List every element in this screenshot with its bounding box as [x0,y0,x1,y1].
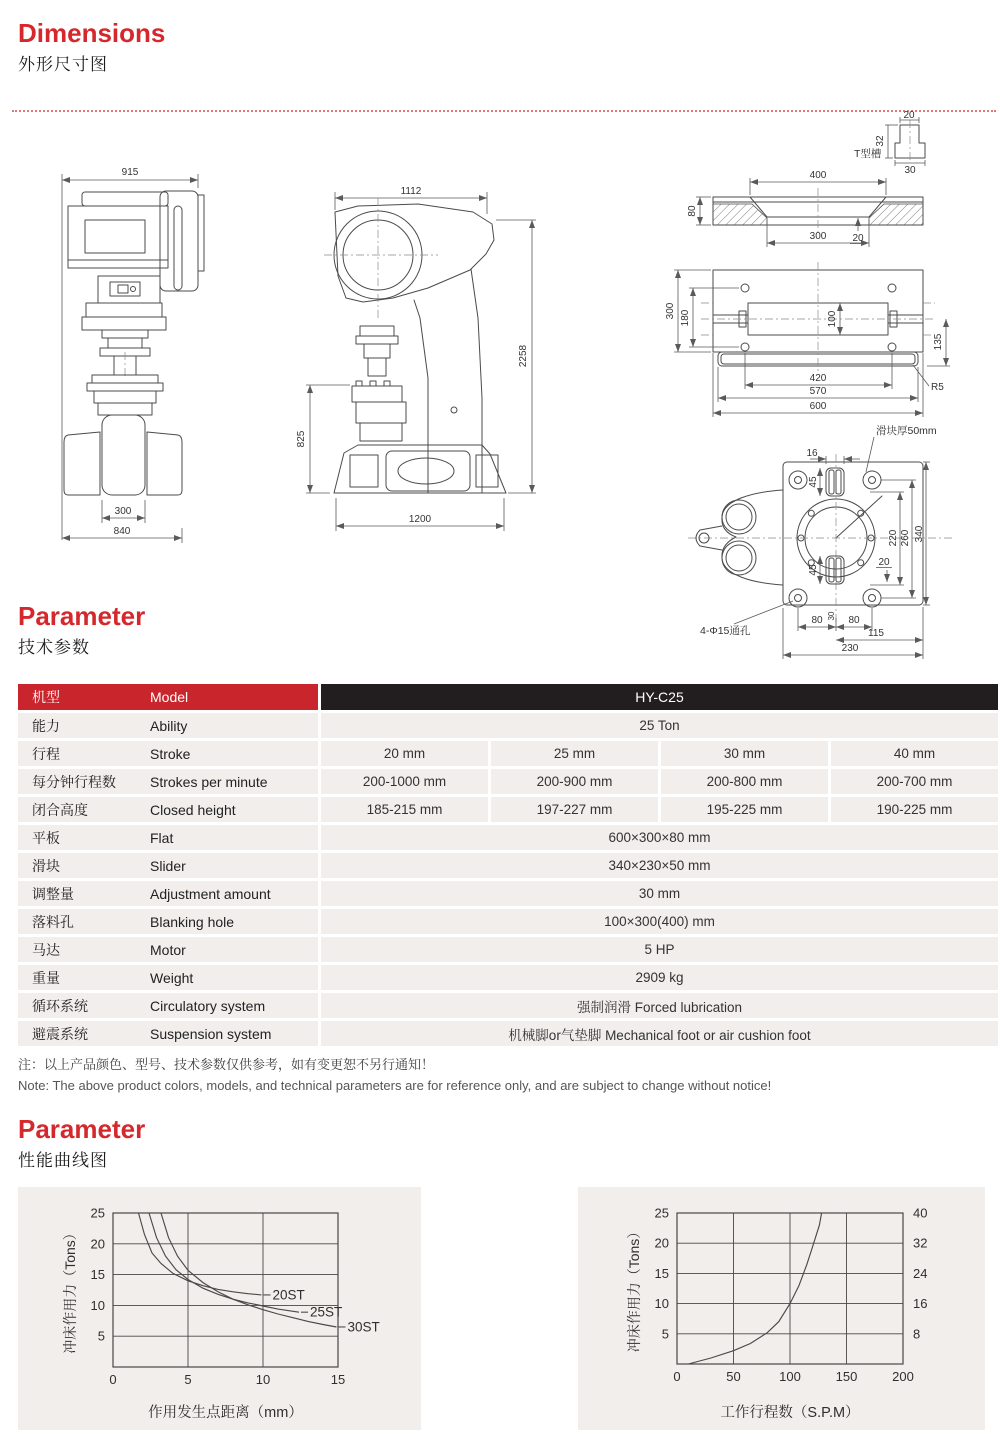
header-label-en: Model [150,689,189,705]
row-labels [18,993,318,1018]
row-label-en: Weight [150,969,194,986]
x-tick: 0 [673,1369,681,1384]
row-label-en: Circulatory system [150,997,266,1014]
dim-300b: 300 [809,231,827,242]
row-label-en: Strokes per minute [150,773,268,790]
spec-table-row [18,937,998,962]
row-label-cn: 闭合高度 [32,801,88,818]
row-value-cell: 200-800 mm [661,769,828,794]
row-value-cell: 强制润滑 Forced lubrication [321,993,998,1018]
row-label-cn: 每分钟行程数 [32,773,116,790]
row-value-cell: 5 HP [321,937,998,962]
dim-230: 230 [841,643,859,654]
dim-16: 16 [806,448,818,459]
front-view-drawing [30,148,260,558]
x-tick: 15 [330,1372,346,1387]
curve-20ST [139,1213,262,1295]
row-values [321,797,998,822]
row-label-en: Ability [150,717,188,734]
x-tick: 200 [892,1369,914,1384]
y2-tick: 8 [913,1326,921,1342]
spec-table-row [18,965,998,990]
dim-80a: 80 [811,615,823,626]
row-value-cell: 100×300(400) mm [321,909,998,934]
curves-title: Parameter [18,1114,146,1144]
spec-table-header-labels [18,684,318,710]
dim-840: 840 [113,526,131,537]
row-value-cell: 197-227 mm [491,797,658,822]
row-value-cell: 20 mm [321,741,488,766]
dim-135: 135 [933,333,944,351]
row-label-cn: 落料孔 [32,913,74,930]
chart-svg-right [578,1187,985,1430]
row-values [321,769,998,794]
dim-30s: 30 [827,611,836,621]
row-label-cn: 避震系统 [32,1025,88,1042]
curves-heading [18,1116,145,1171]
row-values [321,741,998,766]
row-value-cell: 340×230×50 mm [321,853,998,878]
chart-svg-left [18,1187,421,1430]
t-slot-drawing [852,110,1000,174]
dim-220: 220 [888,529,899,547]
row-label-en: Stroke [150,745,191,762]
y2-tick: 24 [913,1265,928,1281]
slider-plan-drawing [660,418,1000,670]
row-value-cell: 40 mm [831,741,998,766]
row-label-en: Blanking hole [150,913,235,930]
spec-table-row [18,881,998,906]
dim-45a: 45 [808,476,819,488]
x-tick: 10 [255,1372,271,1387]
t-slot-label: T型槽 [854,148,882,160]
spec-table-row [18,797,998,822]
dim-2258: 2258 [518,344,529,368]
row-value-cell: 2909 kg [321,965,998,990]
row-value-cell: 机械脚or气垫脚 Mechanical foot or air cushion foot [321,1021,998,1046]
row-labels [18,881,318,906]
spec-table [18,684,998,1049]
spec-table-header-values [321,684,998,710]
dim-300p: 300 [665,302,676,320]
note-block [18,1055,771,1097]
row-labels [18,797,318,822]
row-labels [18,741,318,766]
spec-table-row [18,853,998,878]
model-value: HY-C25 [321,684,998,710]
row-value-cell: 30 mm [321,881,998,906]
dim-400: 400 [809,170,827,181]
y-tick: 5 [661,1326,669,1342]
row-values [321,881,998,906]
spec-table-row [18,1021,998,1046]
y2-tick: 16 [913,1296,928,1312]
dim-600: 600 [809,401,827,412]
dim-80: 80 [687,205,698,217]
x-tick: 50 [726,1369,741,1384]
row-labels [18,769,318,794]
row-value-cell: 200-1000 mm [321,769,488,794]
spec-table-row [18,741,998,766]
x-tick: 5 [184,1372,192,1387]
parameter-title: Parameter [18,601,146,631]
dim-20step: 20 [852,233,864,244]
row-values [321,965,998,990]
dimensions-title: Dimensions [18,18,166,48]
row-labels [18,1021,318,1046]
parameter-heading [18,603,145,658]
dim-115: 115 [868,628,884,639]
y-tick: 15 [654,1265,669,1281]
row-label-cn: 滑块 [32,857,60,874]
row-label-cn: 循环系统 [32,997,88,1014]
y2-tick: 32 [913,1235,928,1251]
row-value-cell: 190-225 mm [831,797,998,822]
row-label-en: Closed height [150,801,236,818]
side-view-drawing [268,148,558,558]
row-values [321,853,998,878]
dim-420: 420 [809,373,827,384]
dimensions-heading [18,20,165,75]
chart-panel-right [578,1187,985,1430]
dotted-divider [12,110,996,112]
dim-20s: 20 [878,557,890,568]
spec-table-row [18,769,998,794]
spec-table-row [18,909,998,934]
header-label-cn: 机型 [32,689,60,705]
row-value-cell: 200-900 mm [491,769,658,794]
curve-label: 20ST [272,1287,305,1303]
row-label-cn: 平板 [32,829,60,846]
dimensions-subtitle: 外形尺寸图 [18,55,108,75]
chart-panel-left [18,1187,421,1430]
row-label-cn: 马达 [32,941,60,958]
dim-tslot-20: 20 [903,110,915,121]
row-values [321,713,998,738]
dim-1200: 1200 [408,514,432,525]
y-tick: 25 [654,1205,669,1221]
row-values [321,825,998,850]
row-label-en: Suspension system [150,1025,272,1042]
row-value-cell: 185-215 mm [321,797,488,822]
row-value-cell: 600×300×80 mm [321,825,998,850]
dim-180: 180 [680,309,691,327]
y-tick: 15 [90,1267,105,1283]
row-labels [18,965,318,990]
row-label-cn: 行程 [32,745,60,762]
y-tick: 10 [654,1296,669,1312]
curve-label: 25ST [310,1304,343,1320]
row-label-cn: 能力 [32,717,60,734]
y-axis-label: 冲床作用力（Tons） [62,1226,78,1354]
dim-tslot-30: 30 [904,165,916,174]
row-values [321,937,998,962]
y-tick: 5 [97,1328,105,1344]
row-labels [18,853,318,878]
curves-subtitle: 性能曲线图 [18,1151,108,1171]
note-line-cn: 注：以上产品颜色、型号、技术参数仅供参考，如有变更恕不另行通知！ [18,1057,435,1072]
tonnage-spm-chart [578,1187,985,1435]
note-line-en: Note: The above product colors, models, and technical parameters are for reference only, and are subject to change without notice! [18,1077,772,1093]
x-tick: 0 [109,1372,117,1387]
row-values [321,1021,998,1046]
spec-table-header-row [18,684,998,710]
spec-table-row [18,993,998,1018]
row-label-cn: 调整量 [32,885,74,902]
spec-table-row [18,713,998,738]
row-labels [18,825,318,850]
dim-80b: 80 [848,615,860,626]
y-tick: 25 [90,1205,105,1221]
row-labels [18,713,318,738]
curve-main [688,1213,821,1364]
row-value-cell: 200-700 mm [831,769,998,794]
y-tick: 20 [90,1236,105,1252]
x-axis-label: 作用发生点距离（mm） [148,1405,303,1421]
row-label-cn: 重量 [32,969,60,986]
dim-825: 825 [296,430,307,448]
bolster-plan-drawing [665,262,1000,420]
slider-holes-callout: 4-Φ15通孔 [700,625,751,637]
dim-570: 570 [809,386,827,397]
y-axis-label: 冲床作用力（Tons） [626,1224,642,1353]
x-tick: 150 [835,1369,858,1384]
row-value-cell: 25 Ton [321,713,998,738]
row-labels [18,937,318,962]
slider-thickness-callout: 滑块厚50mm [876,425,937,437]
y-tick: 10 [90,1297,105,1313]
row-label-en: Flat [150,829,174,846]
row-label-en: Slider [150,857,186,874]
dim-260: 260 [900,529,911,547]
row-values [321,909,998,934]
row-values [321,993,998,1018]
row-label-en: Motor [150,941,186,958]
spec-table-row [18,825,998,850]
y-tick: 20 [654,1235,669,1251]
dim-45b: 45 [808,564,819,576]
bolster-section-drawing [672,168,1000,260]
parameter-subtitle: 技术参数 [18,638,90,658]
y2-tick: 40 [913,1205,928,1221]
row-value-cell: 195-225 mm [661,797,828,822]
row-label-en: Adjustment amount [150,885,271,902]
tonnage-distance-chart [18,1187,421,1435]
x-axis-label: 工作行程数（S.P.M） [720,1405,860,1421]
row-value-cell: 30 mm [661,741,828,766]
x-tick: 100 [779,1369,801,1384]
dim-915: 915 [121,167,139,178]
row-labels [18,909,318,934]
dim-r5: R5 [931,382,944,393]
dim-tslot-32: 32 [875,135,886,147]
dim-340: 340 [914,525,925,543]
dim-300: 300 [114,506,132,517]
dim-100: 100 [827,310,838,328]
curve-label: 30ST [347,1319,380,1335]
dim-1112: 1112 [400,186,422,197]
row-value-cell: 25 mm [491,741,658,766]
